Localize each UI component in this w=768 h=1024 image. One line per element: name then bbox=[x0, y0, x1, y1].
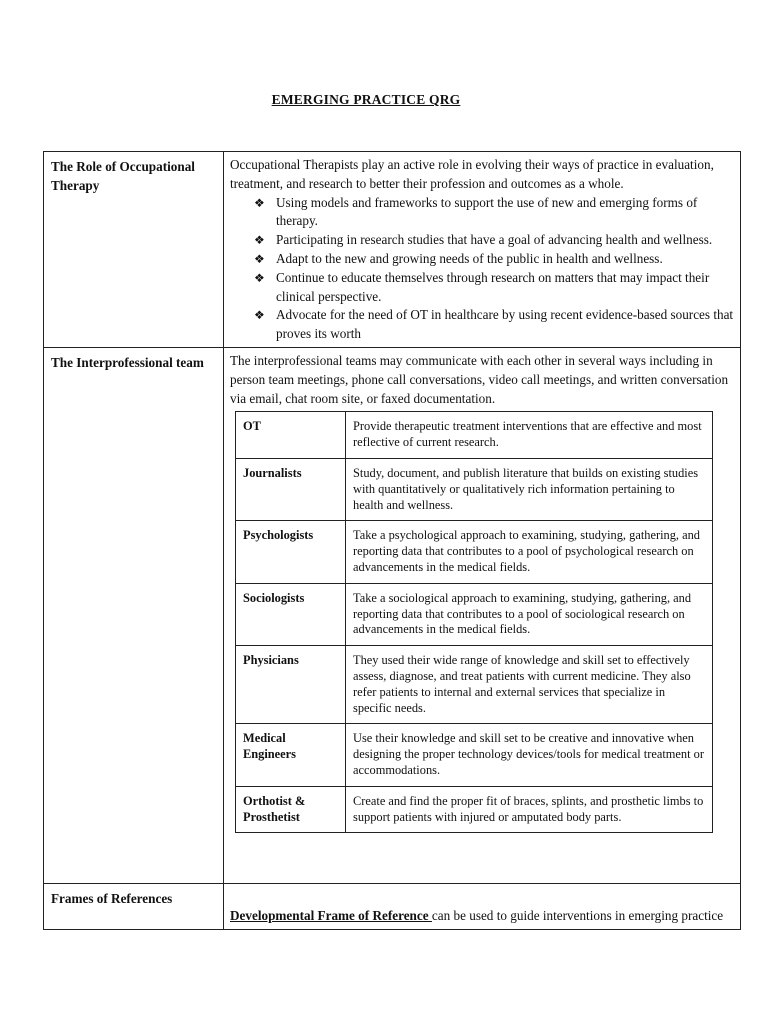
table-row bbox=[236, 646, 713, 724]
member-role: OT bbox=[236, 412, 346, 459]
team-members-table bbox=[235, 411, 713, 833]
table-row bbox=[236, 458, 713, 520]
table-row bbox=[236, 583, 713, 645]
list-item: ❖ Adapt to the new and growing needs of the public in health and wellness. bbox=[254, 250, 734, 269]
member-description: Use their knowledge and skill set to be creative and innovative when designing the proper technology devices/tools for medical treatment or accommodations. bbox=[346, 724, 713, 786]
member-role: Orthotist & Prosthetist bbox=[236, 786, 346, 833]
member-role: Physicians bbox=[236, 646, 346, 724]
frames-text bbox=[230, 907, 734, 926]
list-item: ❖ Advocate for the need of OT in healthcare by using recent evidence-based sources that proves its worth bbox=[254, 306, 734, 344]
table-row bbox=[236, 786, 713, 833]
list-item: ❖ Using models and frameworks to support the use of new and emerging forms of therapy. bbox=[254, 194, 734, 232]
table-row bbox=[236, 521, 713, 583]
row-label-role: The Role of Occupational Therapy bbox=[44, 152, 224, 348]
team-intro: The interprofessional teams may communicate with each other in several ways including in person team meetings, phone call conversations, video call meetings, and written conversation via email, chat room site, or faxed documentation. bbox=[230, 352, 729, 406]
row-label-team: The Interprofessional team bbox=[44, 347, 224, 883]
document-title: EMERGING PRACTICE QRG bbox=[271, 92, 461, 107]
role-bullet-list bbox=[230, 194, 734, 344]
table-row bbox=[236, 724, 713, 786]
member-description: Take a sociological approach to examining, studying, gathering, and reporting data that contributes to a pool of sociological research on advancements in the medical fields. bbox=[346, 583, 713, 645]
row-frames-of-reference bbox=[44, 883, 741, 929]
list-item: ❖ Continue to educate themselves through research on matters that may impact their clinical perspective. bbox=[254, 269, 734, 307]
member-role: Journalists bbox=[236, 458, 346, 520]
member-description: Create and find the proper fit of braces, splints, and prosthetic limbs to support patients with injured or amputated body parts. bbox=[346, 786, 713, 833]
member-description: Take a psychological approach to examining, studying, gathering, and reporting data that contributes to a pool of psychological research on advancements in the medical fields. bbox=[346, 521, 713, 583]
row-content-role bbox=[224, 152, 741, 348]
member-role: Psychologists bbox=[236, 521, 346, 583]
member-description: Study, document, and publish literature that builds on existing studies with quantitatively or qualitatively rich information pertaining to health and wellness. bbox=[346, 458, 713, 520]
member-role: Sociologists bbox=[236, 583, 346, 645]
list-item: ❖ Participating in research studies that have a goal of advancing health and wellness. bbox=[254, 231, 734, 250]
member-description: Provide therapeutic treatment interventions that are effective and most reflective of current research. bbox=[346, 412, 713, 459]
row-role-of-ot bbox=[44, 152, 741, 348]
role-intro: Occupational Therapists play an active role in evolving their ways of practice in evaluation, treatment, and research to better their profession and outcomes as a whole. bbox=[230, 157, 714, 191]
row-interprofessional-team bbox=[44, 347, 741, 883]
qrg-table bbox=[43, 151, 741, 930]
table-row bbox=[236, 412, 713, 459]
row-label-frames: Frames of References bbox=[44, 883, 224, 929]
member-description: They used their wide range of knowledge and skill set to effectively assess, diagnose, and treat patients with current medicine. They also refer patients to internal and external services that specialize in specific needs. bbox=[346, 646, 713, 724]
frames-rest-text: can be used to guide interventions in emerging practice bbox=[431, 907, 724, 923]
row-content-frames bbox=[224, 883, 741, 929]
member-role: Medical Engineers bbox=[236, 724, 346, 786]
developmental-frame-link: Developmental Frame of Reference bbox=[230, 907, 432, 923]
row-content-team bbox=[224, 347, 741, 883]
